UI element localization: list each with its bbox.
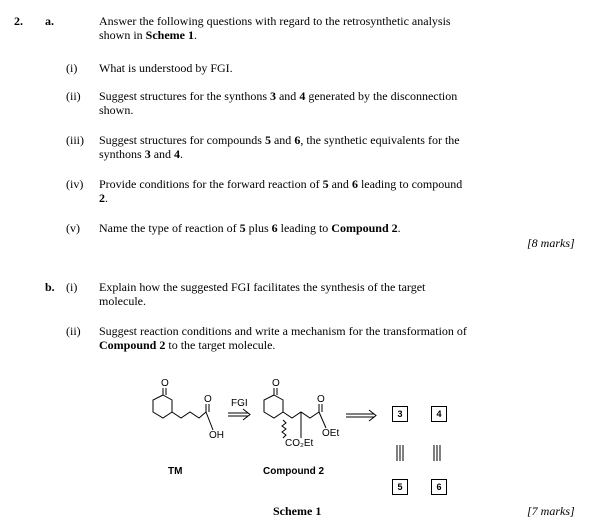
item-a-v-number: (v) [66, 221, 80, 235]
item-a-i-text: What is understood by FGI. [99, 61, 233, 75]
part-a-marks: [8 marks] [527, 236, 575, 250]
tm-acid-o: O [204, 394, 212, 405]
question-number: 2. [14, 14, 23, 28]
item-b-ii-number: (ii) [66, 324, 81, 338]
item-b-i-number: (i) [66, 280, 78, 294]
scheme-ref: Scheme 1 [145, 28, 194, 42]
c2-oet: OEt [322, 428, 340, 439]
scheme-title: Scheme 1 [273, 504, 322, 518]
part-b-label: b. [45, 280, 55, 294]
part-a-label: a. [45, 14, 54, 28]
item-b-ii-text: Suggest reaction conditions and write a mechanism for the transformation of Compound 2 to the target molecule. [99, 324, 467, 352]
equivalence-bars-right [434, 445, 440, 461]
item-b-i-text: Explain how the suggested FGI facilitates the synthesis of the target molecule. [99, 280, 426, 308]
item-a-i-number: (i) [66, 61, 78, 75]
item-a-iv-number: (iv) [66, 177, 84, 191]
item-a-ii-number: (ii) [66, 89, 81, 103]
fgi-arrow [228, 409, 250, 420]
part-a-intro-line2: shown in Scheme 1. [99, 28, 197, 42]
tm-ketone-o: O [161, 378, 169, 389]
item-a-iii-number: (iii) [66, 133, 84, 147]
item-a-ii-text: Suggest structures for the synthons 3 and 4 generated by the disconnection shown. [99, 89, 458, 117]
part-a-intro-line1: Answer the following questions with regard to the retrosynthetic analysis [99, 14, 451, 28]
c2-ketone-o: O [272, 378, 280, 389]
fgi-label: FGI [231, 398, 248, 409]
compound-2-label: Compound 2 [263, 466, 325, 477]
item-a-v-text: Name the type of reaction of 5 plus 6 leading to Compound 2. [99, 221, 401, 235]
equivalent-box-5: 5 [392, 479, 408, 495]
tm-oh: OH [209, 430, 224, 441]
equivalent-box-6: 6 [431, 479, 447, 495]
disconnection-arrow [346, 410, 376, 421]
equivalence-bars-left [397, 445, 403, 461]
item-a-iii-text: Suggest structures for compounds 5 and 6, the synthetic equivalents for the synthons 3 and 4. [99, 133, 460, 161]
tm-label: TM [168, 466, 183, 477]
c2-co2et: CO₂Et [285, 438, 314, 449]
part-b-marks: [7 marks] [527, 504, 575, 518]
synthon-box-3: 3 [392, 406, 408, 422]
synthon-box-4: 4 [431, 406, 447, 422]
item-a-iv-text: Provide conditions for the forward reaction of 5 and 6 leading to compound 2. [99, 177, 463, 205]
c2-ester-o: O [317, 394, 325, 405]
